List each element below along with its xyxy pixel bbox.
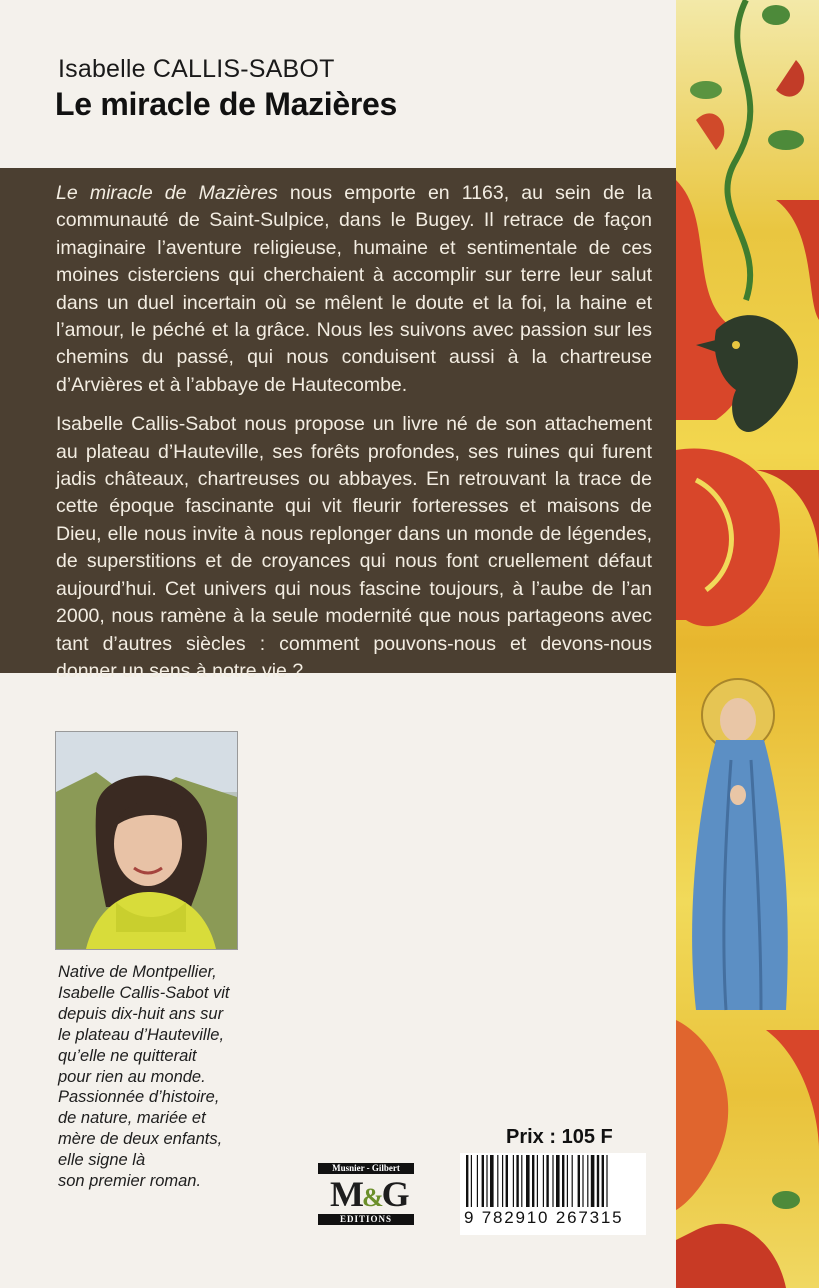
barcode-bar (582, 1155, 583, 1207)
barcode-bar (552, 1155, 553, 1207)
isbn-number: 9 782910 267315 (464, 1208, 624, 1227)
bio-line: depuis dix-huit ans sur (58, 1004, 224, 1023)
book-title: Le miracle de Mazières (55, 86, 398, 122)
barcode-bar (502, 1155, 503, 1207)
bio-line: elle signe là (58, 1151, 146, 1170)
bio-line: pour rien au monde. (58, 1067, 206, 1086)
barcode-bar (562, 1155, 564, 1207)
barcode-bar (591, 1155, 595, 1207)
bio-line: qu’elle ne quitterait (58, 1046, 197, 1065)
barcode-bar (578, 1155, 580, 1207)
publisher-monogram (330, 1174, 408, 1214)
barcode-bar (546, 1155, 548, 1207)
author-photo (55, 731, 238, 950)
publisher-name: Musnier - Gilbert (318, 1163, 414, 1174)
author-portrait (56, 732, 237, 949)
barcode-bar (466, 1155, 468, 1207)
illuminated-manuscript-art (676, 0, 819, 1288)
barcode-bar (486, 1155, 487, 1207)
barcode-bar (482, 1155, 484, 1207)
manuscript-illustration (676, 0, 819, 1288)
publisher-logo (318, 1163, 414, 1225)
barcode-bar (597, 1155, 599, 1207)
publisher-editions: EDITIONS (318, 1214, 414, 1225)
blurb-paragraph-1 (56, 180, 652, 399)
author-bio (58, 962, 258, 1192)
bio-line: Native de Montpellier, (58, 963, 217, 981)
barcode-bar (556, 1155, 560, 1207)
barcode-bar (513, 1155, 514, 1207)
barcode-bar (497, 1155, 498, 1207)
monogram-g: G (381, 1174, 408, 1214)
blurb-paragraph-2: Isabelle Callis-Sabot nous propose un livre né de son attachement au plateau d’Hauteville, ses forêts profondes, ses ruines qui furent jadis châteaux, chartreuses ou abbayes. En retrouvant la trace de cette époque fascinante qui vit fleurir forteresses et maisons de Dieu, elle nous invite à nous replonger dans un monde de légendes, de superstitions et de croyances qui nous font cruellement défaut aujourd’hui. Cet univers qui nous fascine toujours, à l’aube de l’an 2000, nous ramène à la seule modernité que nous partageons avec tant d’autres siècles : comment pouvons-nous et devons-nous donner un sens à notre vie ? (56, 413, 652, 682)
barcode-bar (471, 1155, 472, 1207)
barcode-bar (526, 1155, 530, 1207)
author-name: Isabelle CALLIS-SABOT (58, 55, 335, 83)
barcode-bar (606, 1155, 607, 1207)
barcode-bar (506, 1155, 508, 1207)
barcode-bar (572, 1155, 573, 1207)
price-label: Prix : 105 F (506, 1126, 613, 1148)
bio-line: Isabelle Callis-Sabot vit (58, 983, 230, 1002)
barcode-bar (516, 1155, 518, 1207)
bio-line: de nature, mariée et (58, 1109, 206, 1128)
monogram-ampersand: & (361, 1183, 382, 1212)
barcode-bar (532, 1155, 534, 1207)
blurb-paragraph-1-text: nous emporte en 1163, au sein de la communauté de Saint-Sulpice, dans le Bugey. Il retrace de façon imaginaire l’aventure religieuse, humaine et sentimentale de ces moines cisterciens qui cherchaient à accomplir sur terre leur salut dans un duel incertain où se mêlent le doute et la foi, la haine et l’amour, le péché et la grâce. Nous les suivons avec passion sur les chemins du passé, qui nous conduisent aussi à la chartreuse d’Arvières et à l’abbaye de Hautecombe. (56, 182, 652, 396)
barcode-bar (521, 1155, 522, 1207)
barcode-bar (477, 1155, 478, 1207)
barcode-bar (602, 1155, 604, 1207)
bio-line: Passionnée d’histoire, (58, 1088, 220, 1107)
bio-line: son premier roman. (58, 1172, 202, 1191)
barcode-bar (567, 1155, 568, 1207)
barcode-bars (466, 1155, 640, 1207)
barcode-bar (543, 1155, 544, 1207)
bio-line: le plateau d’Hauteville, (58, 1025, 225, 1044)
barcode-bar (587, 1155, 588, 1207)
blurb-text (56, 180, 652, 697)
barcode-bar (490, 1155, 494, 1207)
blurb-title-italic: Le miracle de Mazières (56, 182, 278, 204)
monogram-m: M (330, 1174, 362, 1214)
bio-line: mère de deux enfants, (58, 1130, 223, 1149)
barcode-bar (537, 1155, 538, 1207)
